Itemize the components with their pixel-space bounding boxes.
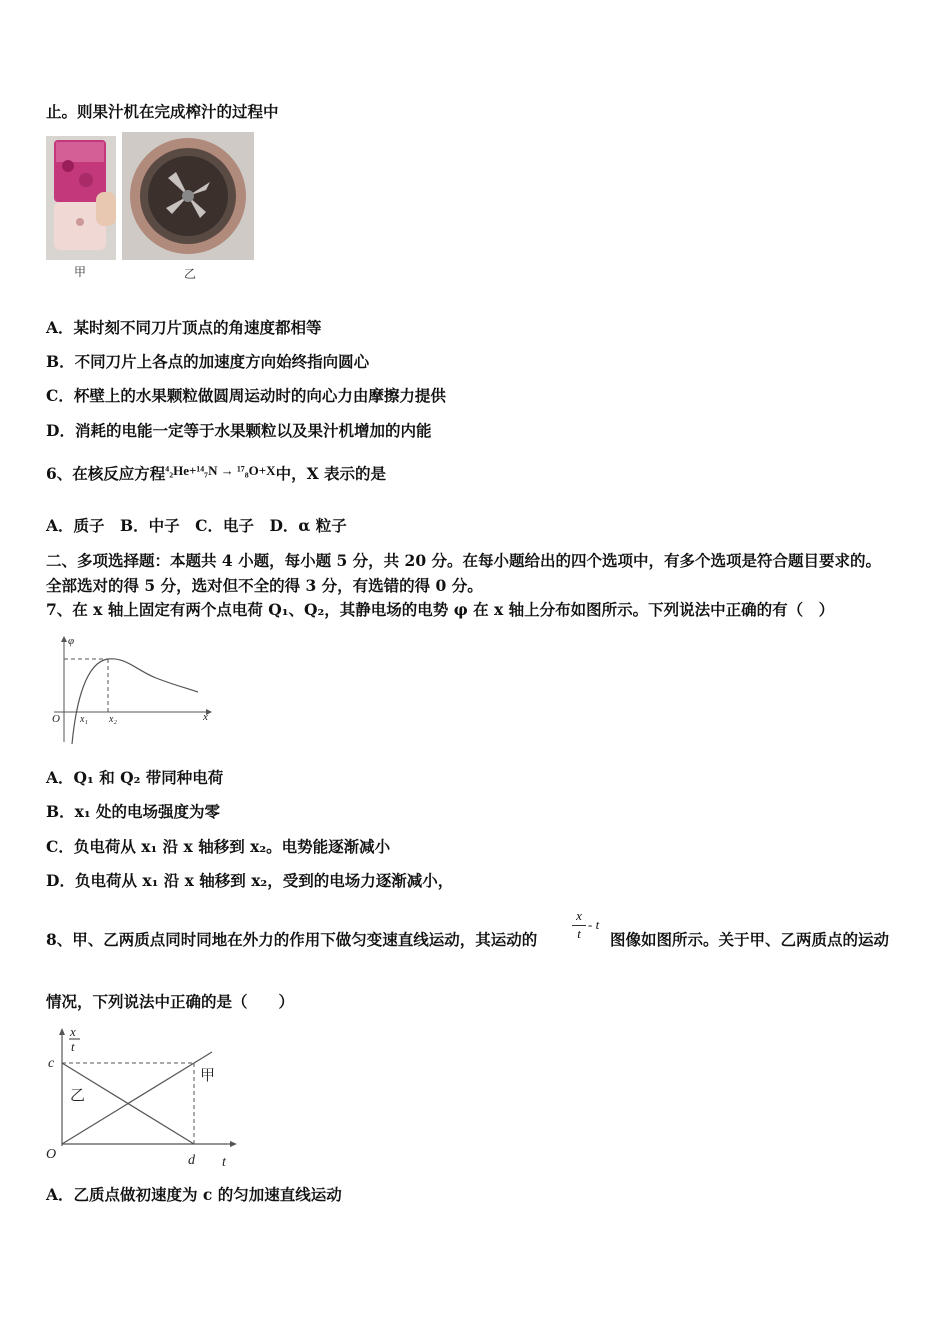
q5-option-a: A．某时刻不同刀片顶点的角速度都相等 [46,318,322,337]
caption-yi: 乙 [184,267,197,281]
q8-dash-t: - t [588,917,600,932]
q8-graph-y-den: t [71,1039,75,1054]
juicer-photo-yi [122,132,254,260]
q8-stem-part2: 图像如图所示。关于甲、乙两质点的运动 [610,930,890,949]
section2-line1: 二、多项选择题：本题共 4 小题，每小题 5 分，共 20 分。在每小题给出的四个选项中，有多个选项是符合题目要求的。 [46,551,882,570]
q8-frac-den: t [572,925,586,942]
q7-stem: 7、在 x 轴上固定有两个点电荷 Q₁、Q₂，其静电场的电势 φ 在 x 轴上分布如图所示。下列说法中正确的有（ ） [46,600,835,619]
caption-jia: 甲 [74,265,87,279]
q8-graph-t: t [222,1155,226,1170]
q8-graph-y-num: x [70,1024,76,1039]
q8-graph-c: c [48,1056,55,1071]
q7-option-a: A．Q₁ 和 Q₂ 带同种电荷 [46,768,224,787]
q7-option-c: C．负电荷从 x₁ 沿 x 轴移到 x₂。电势能逐渐减小 [46,837,391,856]
q8-graph-jia: 甲 [200,1066,216,1084]
q5-option-b: B．不同刀片上各点的加速度方向始终指向圆心 [46,352,370,371]
q5-option-c: C．杯壁上的水果颗粒做圆周运动时的向心力由摩擦力提供 [46,386,446,405]
q8-stem-part1: 8、甲、乙两质点同时同地在外力的作用下做匀变速直线运动，其运动的 [46,930,538,949]
q7-graph-x2: x₂ [109,714,117,725]
q8-fraction [572,908,586,942]
q7-graph-y-label: φ [68,635,75,647]
q5-option-d: D．消耗的电能一定等于水果颗粒以及果汁机增加的内能 [46,421,432,440]
q8-graph-origin: O [46,1147,57,1162]
q7-option-d: D．负电荷从 x₁ 沿 x 轴移到 x₂，受到的电场力逐渐减小， [46,871,454,890]
q8-xt-graph [44,1022,244,1172]
section2-line2: 全部选对的得 5 分，选对但不全的得 3 分，有选错的得 0 分。 [46,576,483,595]
q7-graph-x-label: x [203,711,208,723]
juicer-photo-jia [46,136,116,260]
q8-graph-d: d [188,1153,195,1168]
intro-line: 止。则果汁机在完成榨汁的过程中 [46,102,279,121]
q6-options: A．质子 B．中子 C．电子 D．α 粒子 [46,516,347,535]
q6-formula: ⁴₂He+¹⁴₇N → ¹⁷₈O+X [165,463,276,478]
q7-graph-origin: O [52,713,60,725]
q7-graph-x1: x₁ [80,714,88,725]
q8-frac-num: x [576,908,582,923]
q7-option-b: B．x₁ 处的电场强度为零 [46,802,221,821]
q8-option-a: A．乙质点做初速度为 c 的匀加速直线运动 [46,1185,342,1204]
q6-stem [46,461,386,484]
q8-graph-yi: 乙 [70,1086,86,1104]
q8-stem-line2: 情况，下列说法中正确的是（ ） [46,992,295,1011]
q6-prefix: 6、在核反应方程 [46,464,166,483]
q6-suffix: 中，X 表示的是 [275,464,386,483]
q7-potential-graph [46,632,216,746]
